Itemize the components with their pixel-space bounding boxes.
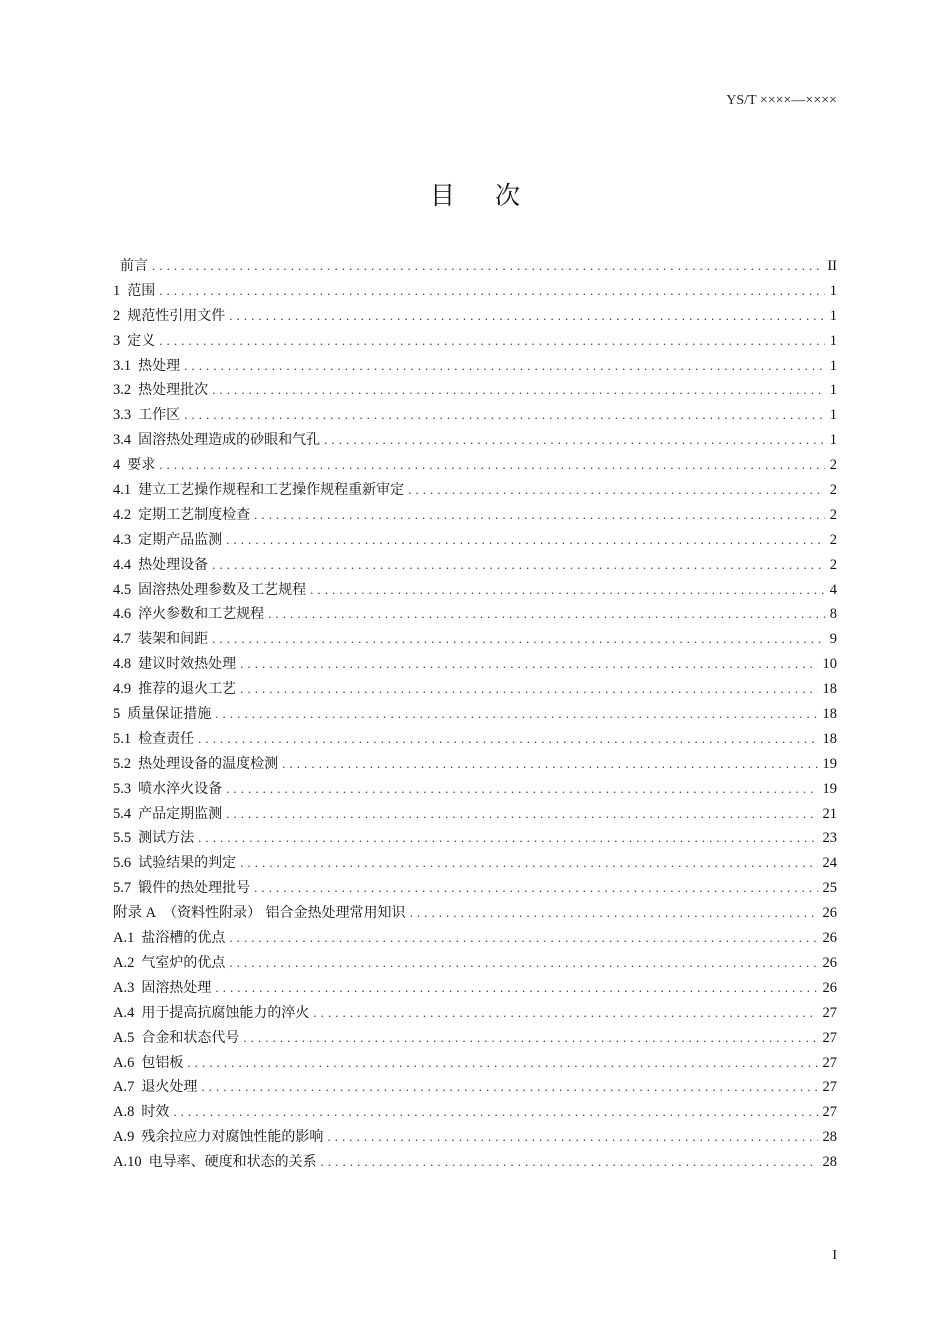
toc-entry-label: 热处理设备 — [138, 556, 209, 573]
dot-leader — [198, 727, 817, 752]
dot-leader — [184, 403, 825, 428]
dot-leader — [313, 1001, 817, 1026]
toc-entry[interactable] — [113, 1075, 837, 1100]
toc-entry[interactable] — [113, 403, 837, 428]
toc-entry[interactable] — [113, 329, 837, 354]
toc-entry-page: 27 — [822, 1104, 837, 1121]
toc-entry-number: 3.1 — [113, 357, 132, 374]
toc-entry[interactable] — [113, 1051, 837, 1076]
toc-entry-label: 固溶热处理参数及工艺规程 — [138, 581, 307, 598]
toc-entry-number: A.1 — [113, 930, 135, 947]
toc-entry-number: A.9 — [113, 1129, 135, 1146]
toc-entry-page: 27 — [822, 1004, 837, 1021]
toc-entry-page: 1 — [829, 282, 837, 299]
toc-entry-number: A.4 — [113, 1004, 135, 1021]
dot-leader — [268, 602, 825, 627]
toc-entry-label: 工作区 — [138, 407, 181, 424]
dot-leader — [226, 528, 825, 553]
toc-entry-number: 4.6 — [113, 606, 132, 623]
toc-entry[interactable] — [113, 777, 837, 802]
dot-leader — [226, 777, 817, 802]
toc-entry[interactable] — [113, 976, 837, 1001]
toc-entry-label: 装架和间距 — [138, 631, 209, 648]
toc-entry[interactable] — [113, 478, 837, 503]
toc-entry-number: 4.2 — [113, 506, 132, 523]
toc-entry-label: 热处理设备的温度检测 — [138, 755, 279, 772]
toc-entry-label: 范围 — [127, 282, 156, 299]
toc-entry-label: 定义 — [127, 332, 156, 349]
toc-entry-label: 建立工艺操作规程和工艺操作规程重新审定 — [138, 482, 405, 499]
toc-entry-label: 固溶热处理造成的砂眼和气孔 — [138, 432, 321, 449]
toc-entry[interactable] — [113, 677, 837, 702]
toc-entry-number: A.3 — [113, 979, 135, 996]
toc-entry-number: 5.2 — [113, 755, 132, 772]
toc-entry-label: 锻件的热处理批号 — [138, 880, 251, 897]
dot-leader — [215, 702, 817, 727]
toc-entry[interactable] — [113, 354, 837, 379]
toc-entry-number: 3.4 — [113, 432, 132, 449]
toc-entry-label: 淬火参数和工艺规程 — [138, 606, 265, 623]
toc-entry-number: 1 — [113, 282, 121, 299]
toc-entry-number: 5 — [113, 706, 121, 723]
toc-entry-page: 27 — [822, 1029, 837, 1046]
toc-entry-page: 21 — [822, 805, 837, 822]
toc-entry-page: 8 — [829, 606, 837, 623]
toc-entry-page: 19 — [822, 780, 837, 797]
toc-entry[interactable] — [113, 602, 837, 627]
toc-entry-number: 4.5 — [113, 581, 132, 598]
toc-entry[interactable] — [113, 1001, 837, 1026]
dot-leader — [159, 329, 825, 354]
toc-entry[interactable] — [113, 279, 837, 304]
dot-leader — [173, 1100, 817, 1125]
toc-entry-page: 10 — [822, 656, 837, 673]
toc-entry[interactable] — [113, 901, 837, 926]
toc-entry-page: 24 — [822, 855, 837, 872]
toc-entry-number: 附录 A — [113, 905, 157, 922]
dot-leader — [187, 1051, 817, 1076]
toc-entry-label: 定期工艺制度检查 — [138, 506, 251, 523]
toc-entry[interactable] — [113, 802, 837, 827]
dot-leader — [152, 254, 822, 279]
toc-entry-label: 试验结果的判定 — [138, 855, 237, 872]
document-code: YS/T ××××—×××× — [726, 93, 837, 108]
toc-entry-number: 4.7 — [113, 631, 132, 648]
toc-entry-page: 23 — [822, 830, 837, 847]
dot-leader — [198, 826, 817, 851]
toc-entry-number: A.10 — [113, 1154, 142, 1171]
toc-entry-page: 1 — [829, 357, 837, 374]
toc-entry-label: 合金和状态代号 — [141, 1029, 240, 1046]
dot-leader — [324, 428, 825, 453]
toc-entry-label: 用于提高抗腐蚀能力的淬火 — [141, 1004, 310, 1021]
toc-entry-label: 要求 — [127, 457, 156, 474]
dot-leader — [229, 304, 825, 329]
toc-entry[interactable] — [113, 627, 837, 652]
toc-entry[interactable] — [113, 652, 837, 677]
toc-entry-page: 2 — [829, 457, 837, 474]
toc-entry-number: A.8 — [113, 1104, 135, 1121]
toc-entry-number: 3.2 — [113, 382, 132, 399]
dot-leader — [254, 503, 825, 528]
toc-entry-number: 5.1 — [113, 730, 132, 747]
dot-leader — [310, 578, 825, 603]
toc-entry[interactable] — [113, 876, 837, 901]
toc-entry-label: 测试方法 — [138, 830, 195, 847]
dot-leader — [410, 901, 818, 926]
toc-entry-number: A.5 — [113, 1029, 135, 1046]
toc-entry[interactable] — [113, 254, 837, 279]
toc-entry[interactable] — [113, 1150, 837, 1175]
toc-entry-page: 4 — [829, 581, 837, 598]
toc-entry[interactable] — [113, 1100, 837, 1125]
toc-entry[interactable] — [113, 428, 837, 453]
toc-entry-label: 热处理批次 — [138, 382, 209, 399]
toc-entry-page: 27 — [822, 1054, 837, 1071]
dot-leader — [212, 553, 825, 578]
toc-entry[interactable] — [113, 578, 837, 603]
toc-entry[interactable] — [113, 453, 837, 478]
toc-entry-page: 26 — [822, 905, 837, 922]
toc-entry-page: 1 — [829, 407, 837, 424]
toc-entry-label: 建议时效热处理 — [138, 656, 237, 673]
toc-entry[interactable] — [113, 826, 837, 851]
toc-entry-page: 1 — [829, 332, 837, 349]
toc-entry-page: 27 — [822, 1079, 837, 1096]
toc-entry-number: A.7 — [113, 1079, 135, 1096]
dot-leader — [408, 478, 825, 503]
toc-entry[interactable] — [113, 851, 837, 876]
toc-entry-page: 2 — [829, 556, 837, 573]
toc-entry-number: 4.8 — [113, 656, 132, 673]
toc-entry-page: 2 — [829, 482, 837, 499]
dot-leader — [282, 752, 817, 777]
toc-entry-label: 退火处理 — [141, 1079, 198, 1096]
toc-entry-page: 18 — [822, 730, 837, 747]
dot-leader — [240, 851, 817, 876]
toc-entry-number: A.6 — [113, 1054, 135, 1071]
toc-entry[interactable] — [113, 727, 837, 752]
toc-entry-page: 2 — [829, 531, 837, 548]
toc-entry-page: 26 — [822, 930, 837, 947]
toc-entry[interactable] — [113, 553, 837, 578]
toc-entry-page: 1 — [829, 307, 837, 324]
dot-leader — [159, 453, 825, 478]
dot-leader — [159, 279, 825, 304]
toc-entry[interactable] — [113, 951, 837, 976]
toc-entry[interactable] — [113, 702, 837, 727]
toc-entry-page: 18 — [822, 706, 837, 723]
toc-entry-number: 5.5 — [113, 830, 132, 847]
toc-entry-label: 电导率、硬度和状态的关系 — [148, 1154, 317, 1171]
toc-entry-number: 3 — [113, 332, 121, 349]
toc-entry[interactable] — [113, 503, 837, 528]
toc-entry-label: 检查责任 — [138, 730, 195, 747]
toc-entry-page: 28 — [822, 1129, 837, 1146]
dot-leader — [215, 976, 817, 1001]
toc-entry-label: 时效 — [141, 1104, 170, 1121]
toc-entry-number: 4.3 — [113, 531, 132, 548]
toc-entry-label: 产品定期监测 — [138, 805, 223, 822]
dot-leader — [240, 652, 817, 677]
toc-entry-page: II — [827, 258, 837, 274]
dot-leader — [321, 1150, 818, 1175]
dot-leader — [254, 876, 817, 901]
toc-entry[interactable] — [113, 752, 837, 777]
dot-leader — [243, 1026, 817, 1051]
table-of-contents — [113, 254, 837, 1175]
toc-entry-number: 4.4 — [113, 556, 132, 573]
dot-leader — [229, 926, 817, 951]
toc-entry-label: 前言 — [120, 258, 148, 274]
toc-entry-page: 1 — [829, 382, 837, 399]
toc-entry-page: 26 — [822, 979, 837, 996]
toc-entry-label: 热处理 — [138, 357, 181, 374]
toc-entry-label: 气室炉的优点 — [141, 954, 226, 971]
toc-entry-number: 5.7 — [113, 880, 132, 897]
toc-entry-page: 1 — [829, 432, 837, 449]
toc-entry[interactable] — [113, 1125, 837, 1150]
toc-entry[interactable] — [113, 926, 837, 951]
toc-entry[interactable] — [113, 1026, 837, 1051]
toc-entry-label: 包铝板 — [141, 1054, 184, 1071]
toc-entry-number: 4 — [113, 457, 121, 474]
page-title: 目次 — [429, 181, 560, 210]
toc-entry-label: 喷水淬火设备 — [138, 780, 223, 797]
dot-leader — [226, 802, 817, 827]
toc-entry-page: 18 — [822, 681, 837, 698]
toc-entry-number: 2 — [113, 307, 121, 324]
dot-leader — [240, 677, 817, 702]
toc-entry-page: 25 — [822, 880, 837, 897]
toc-entry-number: 5.4 — [113, 805, 132, 822]
toc-entry-number: 5.3 — [113, 780, 132, 797]
toc-entry-page: 19 — [822, 755, 837, 772]
toc-entry-page: 2 — [829, 506, 837, 523]
toc-entry-page: 28 — [822, 1154, 837, 1171]
dot-leader — [212, 378, 825, 403]
toc-entry-number: 4.9 — [113, 681, 132, 698]
toc-entry-label: 固溶热处理 — [141, 979, 212, 996]
toc-entry[interactable] — [113, 304, 837, 329]
toc-entry-label: 盐浴槽的优点 — [141, 930, 226, 947]
page-number: I — [832, 1248, 837, 1263]
dot-leader — [229, 951, 817, 976]
toc-entry-label: 质量保证措施 — [127, 706, 212, 723]
toc-entry-label: 定期产品监测 — [138, 531, 223, 548]
toc-entry-label: 推荐的退火工艺 — [138, 681, 237, 698]
dot-leader — [201, 1075, 817, 1100]
toc-entry-label: （资料性附录） 铝合金热处理常用知识 — [163, 905, 406, 922]
toc-entry-number: 5.6 — [113, 855, 132, 872]
dot-leader — [327, 1125, 817, 1150]
toc-entry-number: 3.3 — [113, 407, 132, 424]
toc-entry-label: 残余拉应力对腐蚀性能的影响 — [141, 1129, 324, 1146]
toc-entry-label: 规范性引用文件 — [127, 307, 226, 324]
toc-entry-page: 9 — [829, 631, 837, 648]
toc-entry[interactable] — [113, 528, 837, 553]
dot-leader — [212, 627, 825, 652]
dot-leader — [184, 354, 825, 379]
toc-entry-number: 4.1 — [113, 482, 132, 499]
toc-entry[interactable] — [113, 378, 837, 403]
toc-entry-page: 26 — [822, 954, 837, 971]
toc-entry-number: A.2 — [113, 954, 135, 971]
